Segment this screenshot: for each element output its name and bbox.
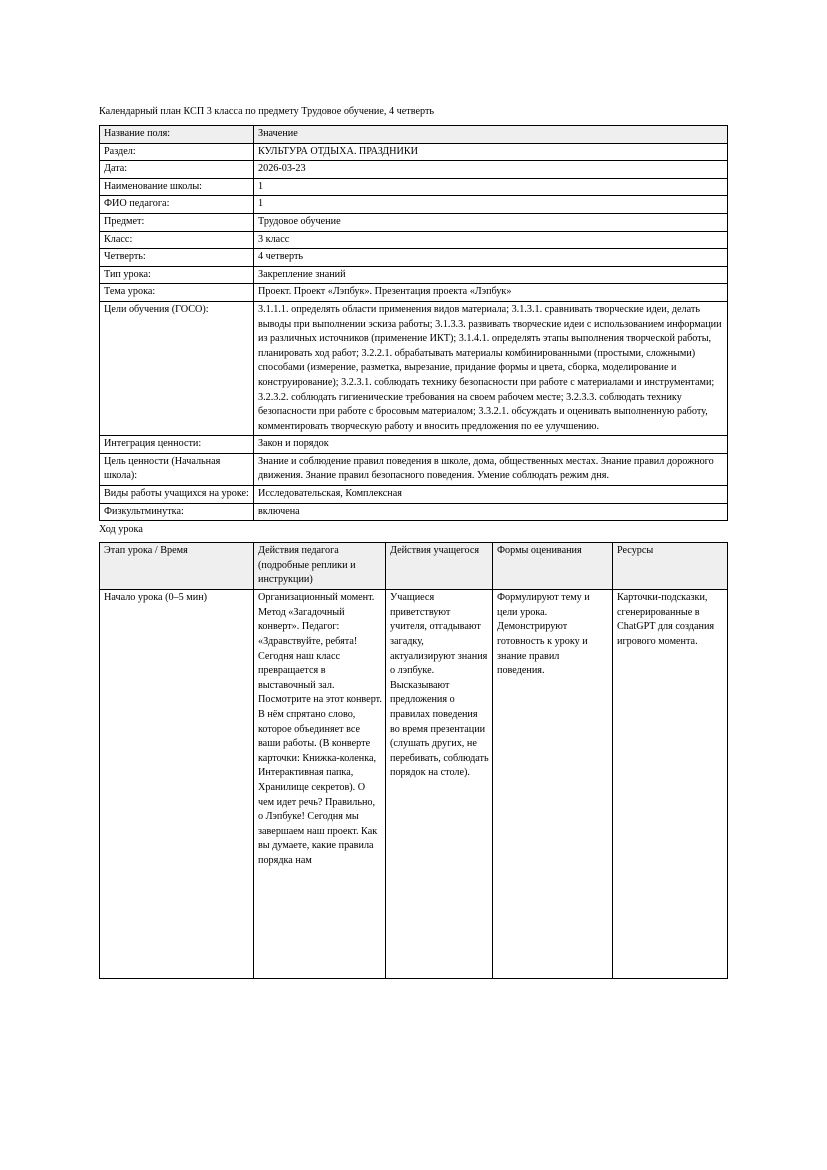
info-field-value: Знание и соблюдение правил поведения в школе, дома, общественных местах. Знание правил дорожного движения. Знание правил безопасного поведения. Умение соблюдать режим дня.: [254, 453, 728, 485]
cell-teacher-actions-text: Организационный момент. Метод «Загадочный конверт». Педагог: «Здравствуйте, ребята! Сегодня наш класс превращается в выставочный зал. Посмотрите на этот конверт. В нём спрятано слово, которое объединяет все ваши работы. (В конверте карточки: Книжка-коленка, Интерактивная папка, Хранилище секретов). О чем идет речь? Правильно, о Лэпбуке! Сегодня мы завершаем наш проект. Как вы думаете, какие правила порядка нам: [258, 592, 382, 866]
info-field-label: Тип урока:: [100, 266, 254, 284]
table-row: [100, 284, 728, 302]
table-row: [100, 231, 728, 249]
lesson-flow-table: [99, 542, 728, 979]
page-title: Календарный план КСП 3 класса по предмету Трудовое обучение, 4 четверть: [99, 106, 435, 117]
table-row: [100, 196, 728, 214]
info-field-value: Трудовое обучение: [254, 213, 728, 231]
table-row: [100, 503, 728, 521]
info-field-label: Интеграция ценности:: [100, 436, 254, 454]
cell-stage: [100, 590, 254, 979]
info-field-value: КУЛЬТУРА ОТДЫХА. ПРАЗДНИКИ: [254, 143, 728, 161]
table-row: [100, 436, 728, 454]
info-field-value: включена: [254, 503, 728, 521]
table-row: [100, 249, 728, 267]
cell-resources: [613, 590, 728, 979]
info-field-label: Класс:: [100, 231, 254, 249]
column-header-assessment-forms: Формы оценивания: [493, 543, 613, 590]
document-page: [99, 105, 727, 979]
info-field-label: Физкультминутка:: [100, 503, 254, 521]
info-field-label: Виды работы учащихся на уроке:: [100, 486, 254, 504]
info-field-value: Закрепление знаний: [254, 266, 728, 284]
info-field-label: Четверть:: [100, 249, 254, 267]
info-field-label: Предмет:: [100, 213, 254, 231]
info-field-value: 4 четверть: [254, 249, 728, 267]
column-header-stage: Этап урока / Время: [100, 543, 254, 590]
table-row: [100, 453, 728, 485]
cell-assessment-forms: [493, 590, 613, 979]
info-field-label: Цели обучения (ГОСО):: [100, 301, 254, 435]
lesson-info-header-row: [100, 126, 728, 144]
info-field-value: 1: [254, 178, 728, 196]
lesson-info-body: [100, 126, 728, 521]
table-row: [100, 266, 728, 284]
table-row: [100, 213, 728, 231]
lesson-flow-body: [100, 543, 728, 979]
info-field-value: Закон и порядок: [254, 436, 728, 454]
table-row: [100, 486, 728, 504]
cell-student-actions-text: Учащиеся приветствуют учителя, отгадывают загадку, актуализируют знания о лэпбуке. Высказывают предложения о правилах поведения во время презентации (слушать других, не перебивать, соблюдать порядок на столе).: [390, 592, 489, 779]
info-field-label: Раздел:: [100, 143, 254, 161]
info-field-value: 2026-03-23: [254, 161, 728, 179]
info-field-label: Цель ценности (Начальная школа):: [100, 453, 254, 485]
column-header-resources: Ресурсы: [613, 543, 728, 590]
info-field-label: ФИО педагога:: [100, 196, 254, 214]
cell-stage-text: Начало урока (0–5 мин): [104, 592, 208, 604]
table-row: [100, 590, 728, 979]
lesson-info-table: [99, 125, 728, 521]
table-row-learning-objectives: [100, 301, 728, 435]
header-cell-value: Значение: [254, 126, 728, 144]
column-header-teacher-actions: Действия педагога (подробные реплики и инструкции): [254, 543, 386, 590]
cell-assessment-forms-text: Формулируют тему и цели урока. Демонстрируют готовность к уроку и знание правил поведения.: [497, 592, 590, 677]
info-field-label: Дата:: [100, 161, 254, 179]
table-row: [100, 178, 728, 196]
info-field-value: 1: [254, 196, 728, 214]
table-row: [100, 143, 728, 161]
header-cell-field: Название поля:: [100, 126, 254, 144]
info-field-value: Проект. Проект «Лэпбук». Презентация проекта «Лэпбук»: [254, 284, 728, 302]
cell-student-actions: [386, 590, 493, 979]
info-field-label: Наименование школы:: [100, 178, 254, 196]
info-field-label: Тема урока:: [100, 284, 254, 302]
lesson-flow-header-row: [100, 543, 728, 590]
table-row: [100, 161, 728, 179]
info-field-value: 3.1.1.1. определять области применения видов материала; 3.1.3.1. сравнивать творческие идеи, делать выводы при выполнении эскиза работы; 3.1.3.3. развивать творческие идеи с использованием информации из различных источников (применение ИКТ); 3.1.4.1. определять этапы выполнения творческой работы, планировать ход работ; 3.2.2.1. обрабатывать материалы комбинированными (простыми, сложными) способами (измерение, разметка, вырезание, придание формы и цвета, сборка, моделирование и конструирование); 3.2.3.1. соблюдать технику безопасности при работе с материалами и инструментами; 3.2.3.2. соблюдать гигиенические требования на своем рабочем месте; 3.2.3.3. соблюдать технику безопасности при работе с бросовым материалом; 3.3.2.1. обсуждать и оценивать выполненную работу, комментировать творческую работу и вносить предложения по ее улучшению.: [254, 301, 728, 435]
cell-resources-text: Карточки-подсказки, сгенерированные в ChatGPT для создания игрового момента.: [617, 592, 715, 648]
column-header-student-actions: Действия учащегося: [386, 543, 493, 590]
cell-teacher-actions: [254, 590, 386, 979]
section-caption-lesson-flow: Ход урока: [99, 524, 143, 536]
info-field-value: Исследовательская, Комплексная: [254, 486, 728, 504]
info-field-value: 3 класс: [254, 231, 728, 249]
